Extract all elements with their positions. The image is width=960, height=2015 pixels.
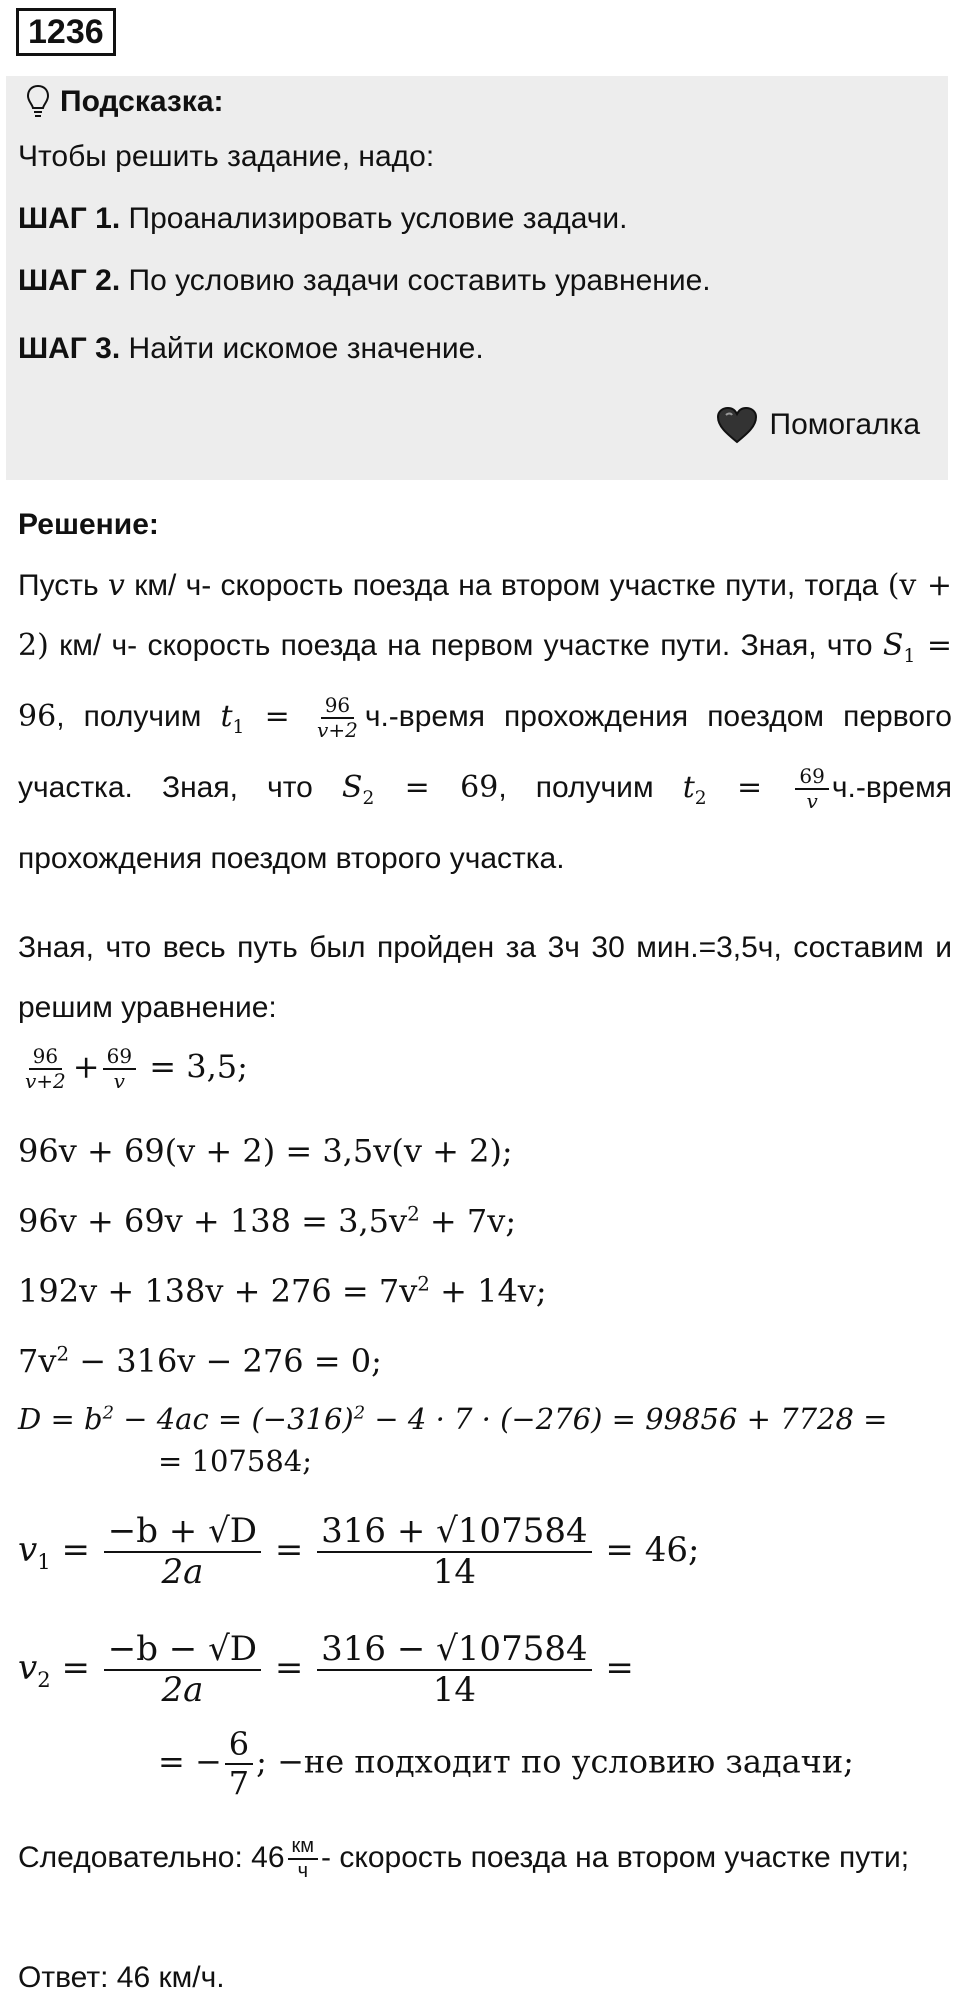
lightbulb-icon — [26, 84, 50, 120]
equation-3: $96v + 69v + 138 = 3,5v^2 + 7v$; — [18, 1202, 517, 1240]
equation-4: $192v + 138v + 276 = 7v^2 + 14v$; — [18, 1272, 547, 1310]
task-number: 1236 — [16, 8, 116, 56]
hint-intro: Чтобы решить задание, надо: — [18, 140, 435, 173]
hint-title — [26, 84, 224, 120]
heart-icon — [716, 406, 758, 444]
helper-link[interactable] — [716, 406, 921, 444]
equation-5: $7v^2 - 316v - 276 = 0$; — [18, 1342, 382, 1380]
hint-step-1: ШАГ 1. Проанализировать условие задачи. — [18, 202, 628, 235]
root-v2: $v_2$ = $\frac{-b - √D}{2a}$ = $\frac{316 - √107584}{14}$ = — [18, 1629, 634, 1711]
hint-title-text: Подсказка: — [60, 85, 224, 118]
discriminant-line-2: = 107584; — [158, 1444, 312, 1478]
equation-2: 96v + 69(v + 2) = 3,5v(v + 2); — [18, 1132, 513, 1170]
hint-step-2: ШАГ 2. По условию задачи составить уравнение. — [18, 264, 711, 297]
solution-paragraph-2: Зная, что весь путь был пройден за 3ч 30 мин.=3,5ч, составим и решим уравнение: — [18, 931, 952, 1024]
root-v1: $v_1$ = $\frac{-b + √D}{2a}$ = $\frac{316 + √107584}{14}$ = 46; — [18, 1511, 700, 1593]
hint-step-3: ШАГ 3. Найти искомое значение. — [18, 332, 484, 365]
answer: Ответ: 46 км/ч. — [18, 1961, 225, 1994]
root-v2-continuation: = − $\frac{6}{7}$ ; −не подходит по условию задачи; — [158, 1725, 854, 1802]
hint-box — [6, 76, 948, 480]
conclusion: Следовательно: 46 $\frac{км}{ч}$ - скорость поезда на втором участке пути; — [18, 1835, 910, 1883]
solution-paragraph-1: Пусть v км/ ч- скорость поезда на втором участке пути, тогда (v + 2) км/ ч- скорость поезда на первом участке пути. Зная, что $S_1 = 96$, получим $t_1$ = $\frac{96}{v+2}$ ч.-время прохождения поездом первого участка. Зная, что $S_2 = 69$, получим $t_2$ = $\frac{69}{v}$ ч.-время прохождения поездом второго участка. — [18, 568, 952, 875]
solution-title: Решение: — [18, 508, 159, 541]
discriminant-line-1: $D = b^2 - 4ac = (-316)^2 - 4 \cdot 7 \cdot (-276) = 99856 + 7728$ = — [18, 1402, 888, 1436]
helper-label: Помогалка — [769, 408, 920, 441]
equation-1: $\frac{96}{v+2}$ + $\frac{69}{v}$ = 3,5; — [25, 1044, 248, 1093]
